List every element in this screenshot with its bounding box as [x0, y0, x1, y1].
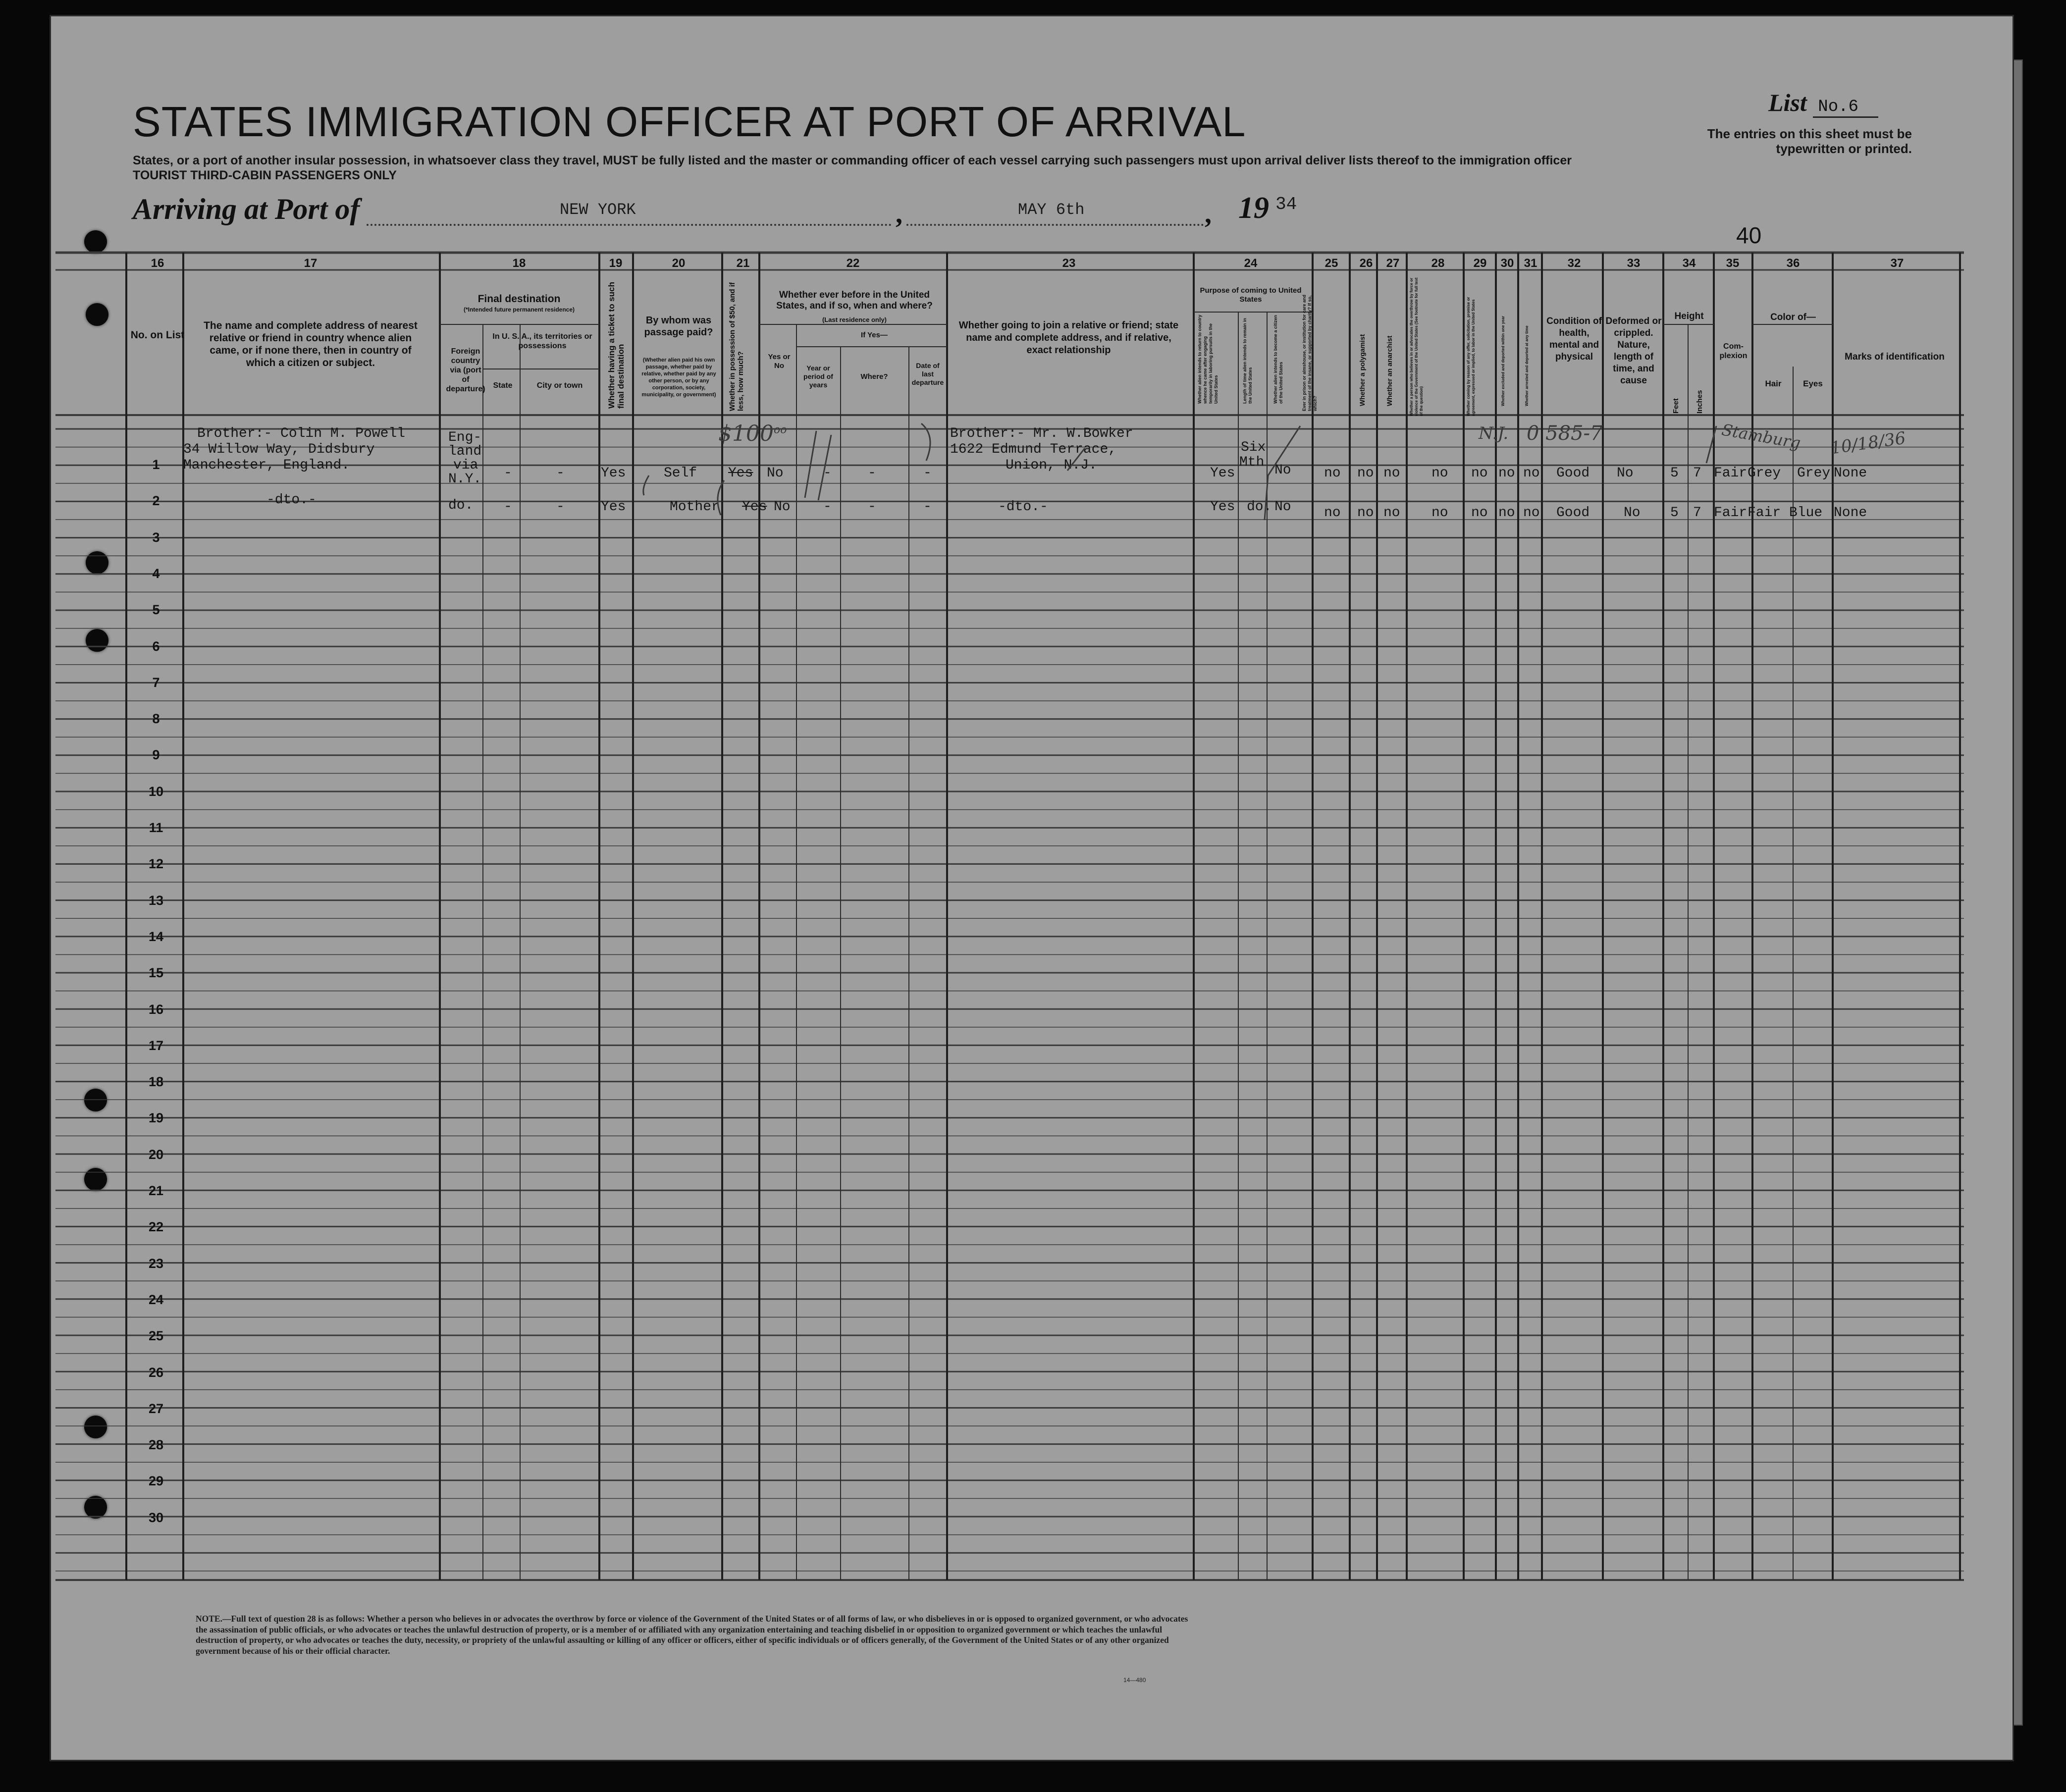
list-label: List: [1768, 89, 1807, 116]
year-prefix: 19: [1238, 191, 1269, 225]
header-purpose-citizen: Whether alien intends to become a citizen of the United States: [1273, 315, 1283, 404]
handwritten-money: $\$100^{oo}$: [718, 421, 787, 446]
q29-cell: no: [1471, 466, 1488, 481]
punch-hole: [84, 1496, 107, 1519]
column-number: 27: [1386, 257, 1400, 270]
row-number: 9: [152, 747, 160, 763]
manifest-sheet: [50, 15, 2014, 1761]
row-number: 29: [148, 1474, 164, 1489]
row-number: 12: [148, 856, 164, 872]
departure-cell: -: [923, 499, 932, 515]
foreign-country: land: [448, 444, 482, 459]
handwritten-code: 0 585-7: [1527, 422, 1603, 445]
relative-line: -dto.-: [266, 492, 317, 508]
hair-cell: Fair: [1748, 505, 1781, 521]
header-no-on-list: No. on List: [130, 329, 185, 341]
header-hair: Hair: [1765, 379, 1782, 388]
purpose-length-cell: do.: [1247, 499, 1272, 515]
handwritten-code: 10/18/36: [1829, 428, 1907, 459]
row-number: 13: [148, 893, 164, 908]
arriving-label: Arriving at Port of: [133, 193, 360, 225]
relative-line: 34 Willow Way, Didsbury: [183, 442, 375, 457]
row-number: 4: [152, 566, 160, 581]
column-number: 17: [304, 257, 318, 270]
port-underline: [367, 224, 892, 226]
hair-cell: Grey: [1748, 466, 1781, 481]
where-cell: -: [868, 499, 876, 515]
list-number: [1768, 88, 1878, 117]
punch-hole: [84, 1416, 107, 1438]
comma: ,: [896, 199, 902, 229]
header-foreign-country: Foreign country via (port of departure): [446, 347, 485, 393]
column-number: 21: [736, 257, 750, 270]
header-final-destination: Final destination: [477, 293, 561, 305]
polygamist-cell: no: [1357, 466, 1374, 481]
column-number: 24: [1244, 257, 1258, 270]
column-number: 33: [1627, 257, 1641, 270]
q29-cell: no: [1471, 505, 1488, 521]
header-color-of: Color of—: [1770, 312, 1816, 322]
purpose-return-cell: Yes: [1210, 499, 1235, 515]
year-cell: -: [823, 499, 832, 515]
complexion-cell: Fair: [1714, 505, 1748, 521]
before-cell: No: [767, 466, 784, 481]
comma: ,: [1205, 199, 1212, 229]
row-number: 16: [148, 1001, 164, 1017]
column-number: 26: [1359, 257, 1373, 270]
header-purpose-length: Length of time alien intends to remain in the United States: [1242, 317, 1253, 404]
row-number: 15: [148, 965, 164, 981]
possession-cell: Yes: [742, 499, 767, 515]
header-question-31: Whether arrested and deported at any time: [1525, 325, 1529, 406]
header-purpose-return: Whether alien intends to return to country whence he came after engaging temporarily in laboring pursuits in the United States: [1197, 315, 1218, 404]
header-marks: Marks of identification: [1845, 352, 1945, 362]
relative-line: Brother:- Colin M. Powell: [197, 426, 406, 441]
list-value: No.6: [1813, 98, 1878, 118]
feet-cell: 5: [1670, 466, 1679, 481]
column-number: 34: [1682, 257, 1696, 270]
purpose-citizen-cell: No: [1274, 499, 1291, 515]
ticket-cell: Yes: [601, 499, 626, 515]
anarchist-cell: no: [1383, 505, 1400, 521]
prison-cell: no: [1324, 505, 1341, 521]
column-number: 19: [609, 257, 623, 270]
row-number: 1: [152, 457, 160, 472]
page-title: STATES IMMIGRATION OFFICER AT PORT OF ARRIVAL: [133, 99, 1246, 146]
foreign-country: N.Y.: [448, 472, 482, 487]
prison-cell: no: [1324, 466, 1341, 481]
ticket-cell: Yes: [601, 466, 626, 481]
row-number: 5: [152, 602, 160, 618]
column-number: 37: [1890, 257, 1904, 270]
column-number: 29: [1473, 257, 1487, 270]
join-line: Union, N.J.: [1006, 458, 1097, 473]
q28-cell: no: [1431, 466, 1448, 481]
deformed-cell: No: [1624, 505, 1641, 521]
handwritten-code: Stamburg: [1720, 420, 1802, 453]
header-deformed: Deformed or crippled. Nature, length of time, and cause: [1605, 316, 1662, 386]
relative-line: Manchester, England.: [183, 458, 350, 473]
header-anarchist: Whether an anarchist: [1385, 335, 1393, 406]
handwritten-code: N.J.: [1479, 423, 1509, 443]
row-number: 27: [148, 1401, 164, 1416]
column-number: 16: [151, 257, 164, 270]
header-passage-paid: By whom was passage paid?: [644, 315, 713, 338]
row-number: 28: [148, 1437, 164, 1453]
header-eyes: Eyes: [1803, 379, 1823, 388]
row-number: 8: [152, 711, 160, 727]
paid-by-cell: Self: [664, 466, 697, 481]
column-number: 35: [1726, 257, 1740, 270]
instructions-line: States, or a port of another insular possession, in whatsoever class they travel, MUST be fully listed and the master or commanding officer of each vessel carrying such passengers must upon arrival deliver lists thereof to the immigration officer: [133, 154, 1572, 167]
header-before-in-us: Whether ever before in the United States, and if so, when and where?: [776, 290, 933, 311]
punch-hole: [86, 303, 108, 326]
year-cell: -: [823, 466, 832, 481]
foreign-country: do.: [448, 498, 474, 513]
header-if-yes: If Yes—: [861, 331, 888, 339]
row-number: 2: [152, 493, 160, 509]
header-purpose: Purpose of coming to United States: [1200, 286, 1302, 304]
header-before-in-us-sub: (Last residence only): [822, 316, 887, 323]
row-number: 26: [148, 1365, 164, 1380]
health-cell: Good: [1556, 466, 1590, 481]
state-cell: -: [504, 466, 512, 481]
marks-cell: None: [1834, 505, 1867, 521]
column-number: 36: [1786, 257, 1800, 270]
row-number: 10: [148, 784, 164, 799]
row-number: 30: [148, 1510, 164, 1525]
row-number: 23: [148, 1256, 164, 1271]
row-number: 18: [148, 1074, 164, 1090]
year-suffix: 34: [1275, 194, 1297, 214]
join-line: 1622 Edmund Terrace,: [950, 442, 1117, 457]
row-number: 25: [148, 1328, 164, 1344]
footnote: NOTE.—Full text of question 28 is as follows: Whether a person who believes in or advocates the overthrow by force or violence of the Government of the United States or of all forms of law, or who disbelieves in or is opposed to organized government, or who advocates the assassination of public officials, or who advocates or teaches the unlawful destruction of property, or is a member of or affiliated with any organization entertaining and teaching disbelief in or opposition to organized government or which teaches the unlawful destruction of property, or who advocates or teaches the duty, necessity, or propriety of the unlawful assaulting or killing of any officer or officers, either of specific individuals or of officers generally, of the Government of the United States or of any other organized government because of his or their official character.: [196, 1614, 1188, 1656]
polygamist-cell: no: [1357, 505, 1374, 521]
port-value: NEW YORK: [560, 201, 636, 219]
column-number: 20: [672, 257, 686, 270]
q30-cell: no: [1498, 466, 1515, 481]
marks-cell: None: [1834, 466, 1867, 481]
row-number: 19: [148, 1110, 164, 1126]
q31-cell: no: [1523, 505, 1540, 521]
header-passage-paid-sub: (Whether alien paid his own passage, whether paid by relative, whether paid by any other person, or by any corporation, society, municipality, or government): [641, 357, 716, 398]
inches-cell: 7: [1693, 505, 1701, 521]
column-number: 18: [512, 257, 526, 270]
passenger-class-line: TOURIST THIRD-CABIN PASSENGERS ONLY: [133, 168, 397, 182]
punch-hole: [84, 230, 107, 253]
eyes-cell: Grey: [1797, 466, 1831, 481]
entries-note: The entries on this sheet must be typewritten or printed.: [1707, 126, 1912, 156]
purpose-length-cell: Six: [1241, 440, 1266, 455]
punch-hole: [86, 551, 108, 574]
column-number: 23: [1062, 257, 1076, 270]
header-question-28: Whether a person who believes in or advocates the overthrow by force or violence of the Government of the United States (See footnote for full text of the question): [1409, 277, 1424, 416]
column-number: 28: [1431, 257, 1445, 270]
column-number: 31: [1524, 257, 1537, 270]
header-question-30: Whether excluded and deported within one year: [1501, 316, 1505, 406]
purpose-citizen-cell: No: [1274, 463, 1291, 478]
q28-cell: no: [1431, 505, 1448, 521]
row-number: 11: [149, 820, 163, 835]
row-number: 14: [148, 929, 164, 944]
header-polygamist: Whether a polygamist: [1358, 334, 1366, 406]
row-number: 24: [148, 1292, 164, 1307]
complexion-cell: Fair: [1714, 466, 1748, 481]
city-cell: -: [556, 499, 565, 515]
city-cell: -: [556, 466, 565, 481]
header-condition: Condition of health, mental and physical: [1546, 316, 1602, 362]
join-line: -dto.-: [998, 499, 1048, 515]
header-complexion: Com-plexion: [1719, 342, 1748, 360]
where-cell: -: [868, 466, 876, 481]
column-number: 30: [1500, 257, 1514, 270]
header-feet: Feet: [1672, 398, 1680, 414]
deformed-cell: No: [1617, 466, 1634, 481]
row-number: 22: [148, 1219, 164, 1235]
purpose-return-cell: Yes: [1210, 466, 1235, 481]
header-height: Height: [1674, 311, 1704, 321]
departure-cell: -: [923, 466, 932, 481]
row-number: 17: [148, 1038, 164, 1053]
foreign-country: Eng-: [448, 430, 482, 445]
punch-hole: [86, 629, 108, 652]
feet-cell: 5: [1670, 505, 1679, 521]
row-number: 3: [152, 529, 160, 545]
join-line: Brother:- Mr. W.Bowker: [950, 426, 1133, 441]
header-where: Where?: [860, 372, 888, 381]
form-number: 14—480: [1123, 1677, 1146, 1684]
header-final-destination-sub: (*Intended future permanent residence): [463, 306, 575, 313]
health-cell: Good: [1556, 505, 1590, 521]
foreign-country: via: [453, 458, 478, 473]
page-number: 40: [1736, 222, 1762, 248]
q30-cell: no: [1498, 505, 1515, 521]
column-number: 22: [846, 257, 860, 270]
header-inches: Inches: [1695, 390, 1704, 414]
row-number: 6: [152, 638, 160, 654]
purpose-length-cell: Mth: [1239, 455, 1265, 470]
q31-cell: no: [1523, 466, 1540, 481]
column-number: 25: [1324, 257, 1338, 270]
header-joining-relative: Whether going to join a relative or friend; state name and complete address, and if relative, exact relationship: [958, 320, 1179, 356]
header-possession-50: Whether in possession of $50, and if less, how much?: [728, 282, 745, 411]
eyes-cell: Blue: [1789, 505, 1823, 521]
row-number: 21: [148, 1183, 164, 1198]
header-state: State: [493, 381, 513, 390]
row-number: 7: [152, 675, 160, 690]
punch-hole: [84, 1089, 107, 1111]
date-underline: [906, 224, 1204, 226]
header-usa-territories: In U. S. A., its territories or possessions: [492, 332, 592, 350]
header-question-29: Whether coming by reason of any offer, solicitation, promise or agreement, expressed or implied, to labor in the United States: [1466, 297, 1476, 416]
date-value: MAY 6th: [1018, 201, 1085, 219]
header-yes-or-no: Yes or No: [768, 353, 791, 370]
state-cell: -: [504, 499, 512, 515]
row-number: 20: [148, 1147, 164, 1162]
possession-cell: Yes: [728, 466, 753, 481]
header-relative: The name and complete address of nearest relative or friend in country whence alien came, or if none there, then in country of which a citizen or subject.: [204, 320, 418, 369]
header-prison: Ever in prison or almshouse, or institution for care and treatment of the insane, or supported by charity? If so, which?: [1302, 294, 1318, 411]
header-year-period: Year or period of years: [803, 364, 833, 389]
anarchist-cell: no: [1383, 466, 1400, 481]
column-number: 32: [1567, 257, 1581, 270]
paid-by-cell: Mother: [670, 499, 720, 515]
inches-cell: 7: [1693, 466, 1701, 481]
before-cell: No: [774, 499, 791, 515]
header-date-last-departure: Date of last departure: [911, 362, 944, 386]
header-city: City or town: [536, 381, 583, 390]
punch-hole: [84, 1168, 107, 1191]
header-ticket: Whether having a ticket to such final destination: [607, 282, 626, 409]
